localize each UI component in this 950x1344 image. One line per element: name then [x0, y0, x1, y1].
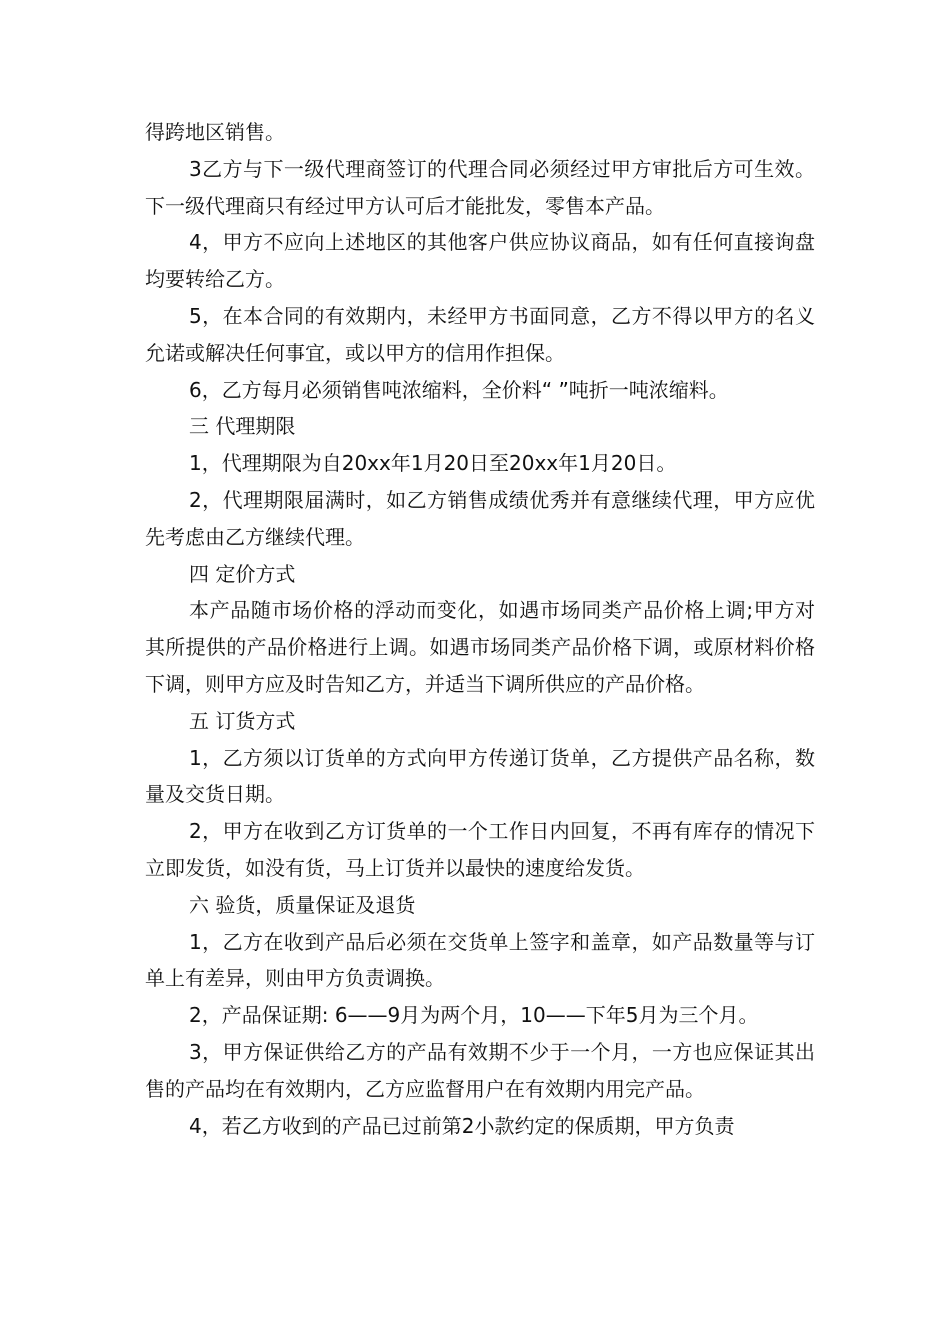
- paragraph-2: 3乙方与下一级代理商签订的代理合同必须经过甲方审批后方可生效。下一级代理商只有经过甲方认可后才能批发，零售本产品。: [145, 156, 815, 218]
- paragraph-3: 4，甲方不应向上述地区的其他客户供应协议商品，如有任何直接询盘均要转给乙方。: [145, 230, 815, 292]
- paragraph-18: 4，若乙方收到的产品已过前第2小款约定的保质期，甲方负责: [189, 1113, 735, 1138]
- document-body: [145, 114, 815, 1144]
- paragraph-13: 2，甲方在收到乙方订货单的一个工作日内回复，不再有库存的情况下立即发货，如没有货，马上订货并以最快的速度给发货。: [145, 819, 815, 880]
- paragraph-10: 本产品随市场价格的浮动而变化，如遇市场同类产品价格上调;甲方对其所提供的产品价格进行上调。如遇市场同类产品价格下调，或原材料价格下调，则甲方应及时告知乙方，并适当下调所供应的产品价格。: [145, 598, 815, 696]
- paragraph-16: 2，产品保证期: 6——9月为两个月，10——下年5月为三个月。: [189, 1003, 759, 1028]
- section-heading-4: 四 定价方式: [189, 561, 296, 586]
- paragraph-1: 得跨地区销售。: [145, 120, 285, 144]
- paragraph-12: 1，乙方须以订货单的方式向甲方传递订货单，乙方提供产品名称，数量及交货日期。: [145, 745, 815, 807]
- paragraph-8: 2，代理期限届满时，如乙方销售成绩优秀并有意继续代理，甲方应优先考虑由乙方继续代理。: [145, 487, 815, 549]
- paragraph-15: 1，乙方在收到产品后必须在交货单上签字和盖章，如产品数量等与订单上有差异，则由甲方负责调换。: [145, 929, 815, 991]
- paragraph-7: 1，代理期限为自20xx年1月20日至20xx年1月20日。: [189, 451, 677, 476]
- section-heading-5: 五 订货方式: [189, 708, 296, 733]
- paragraph-5: 6，乙方每月必须销售吨浓缩料，全价料“ ”吨折一吨浓缩料。: [189, 377, 729, 402]
- paragraph-4: 5，在本合同的有效期内，未经甲方书面同意，乙方不得以甲方的名义允诺或解决任何事宜，或以甲方的信用作担保。: [145, 303, 815, 365]
- section-heading-3: 三 代理期限: [189, 414, 296, 439]
- section-heading-6: 六 验货，质量保证及退货: [189, 892, 416, 917]
- paragraph-17: 3，甲方保证供给乙方的产品有效期不少于一个月，一方也应保证其出售的产品均在有效期内，乙方应监督用户在有效期内用完产品。: [145, 1039, 815, 1101]
